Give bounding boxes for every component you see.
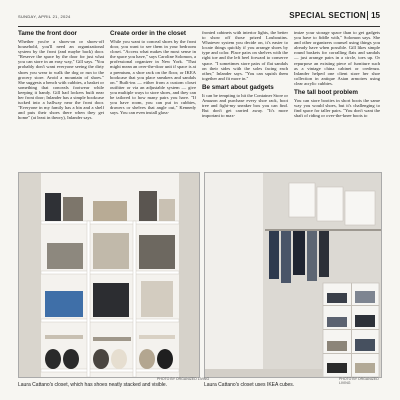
article-column-3 (202, 30, 288, 166)
column-1-text: Whether you're a shoes-on or shoes-off household, you'll need an organizational system by the front (and maybe back) door. "Reserve the space by the door for just what you can store in an easy way," Gill says. "You probably don't want everyone seeing the dirty shoes you wear to walk the dog or run to the grocery store. Avoid a mountain of shoes." She suggests a bench with cubbies, a basket or something that conceals footwear while keeping it handy. Gill had lockers built near her front door; Inlander has a simple bookcase tucked into a hallway near the front door. "Everyone in my family has a bin and a shelf and puts their shoes there when they get home" (at least in theory), Inlander says. (18, 39, 104, 121)
column-2-text: While you want to conceal shoes by the front door, you want to see them in your bedroom closet. "Access what makes the most sense in the space you have," says Caroline Solomon, a professional organizer in New York. "That might mean an over-the-door unit if space is at a premium, a shoe rack on the floor, or IKEA bookcase that you place sneakers and sandals on." Built-ins — either from a custom closet outfitter or via an adjustable system — give you multiple ways to store shoes, and they can be tailored to how many pairs you have. "If you have room, you can put in cubbies, drawers or shelves that angle out," Kennedy says. You can even install glass- (110, 39, 196, 116)
subheading-front-door: Tame the front door (18, 30, 78, 37)
article-column-1 (18, 30, 104, 166)
column-4-text: imize your storage space than to get gadgets you have to fiddle with," Solomon says. She and other organizers counsel using things you already have when possible. Gill likes simple round baskets for corralling flats and sandals — just arrange pairs in a circle, toes up. Or repurpose an existing piece of furniture such as a vintage china cabinet or credenza. Inlander helped one client store her shoe collection in antique Asian armoires using clear acrylic cubbies. (294, 30, 380, 86)
page-header (18, 10, 380, 27)
subheading-gadgets: Be smart about gadgets (202, 83, 274, 91)
photo-1-caption: Laura Cattano's closet, which has shoes neatly stacked and visible. (18, 382, 168, 388)
newspaper-page (18, 10, 380, 392)
column-4-text-2: You can store booties in short boots the same way you would shoes, but it's challenging to find space for taller pairs. "You don't want the shaft of riding or over-the-knee boots to (294, 98, 380, 119)
subheading-closet: Create order in the closet (110, 30, 186, 37)
photo-shoe-cubbies (18, 172, 200, 378)
column-3-text-2: It can be tempting to hit the Container Store or Amazon and purchase every shoe rack, boot tree and fight-my sneaker box you can find. But don't get carried away. "It's more important to max- (202, 92, 288, 119)
article-column-4 (294, 30, 380, 166)
page-number: 15 (367, 11, 380, 20)
column-3-text: fronted cabinets with interior lights, the better to show off those prized Louboutins. Whatever system you decide on, it's easier to locate things quickly if you arrange shoes by type and color. Place pairs on shelves with the right toe and the left heel forward to conserve space. "I sometimes store pairs of flat sandals on their sides with the soles facing each other," Inlander says. "You can squish them together and fit more in." (202, 30, 288, 81)
article-column-2 (110, 30, 196, 166)
subheading-tall-boot: The tall boot problem (294, 89, 359, 97)
section-title: SPECIAL SECTION (289, 11, 366, 20)
dateline: SUNDAY, APRIL 21, 2024 (18, 14, 71, 19)
photo-1-credit: PHOTO BY ORGANIZED LIVING (157, 377, 210, 381)
photo-2-caption: Laura Cattano's closet uses IKEA cubes. (204, 382, 295, 388)
photo-2-credit: PHOTO BY ORGANIZED LIVING (339, 377, 379, 385)
photo-ikea-cubes (204, 172, 382, 378)
